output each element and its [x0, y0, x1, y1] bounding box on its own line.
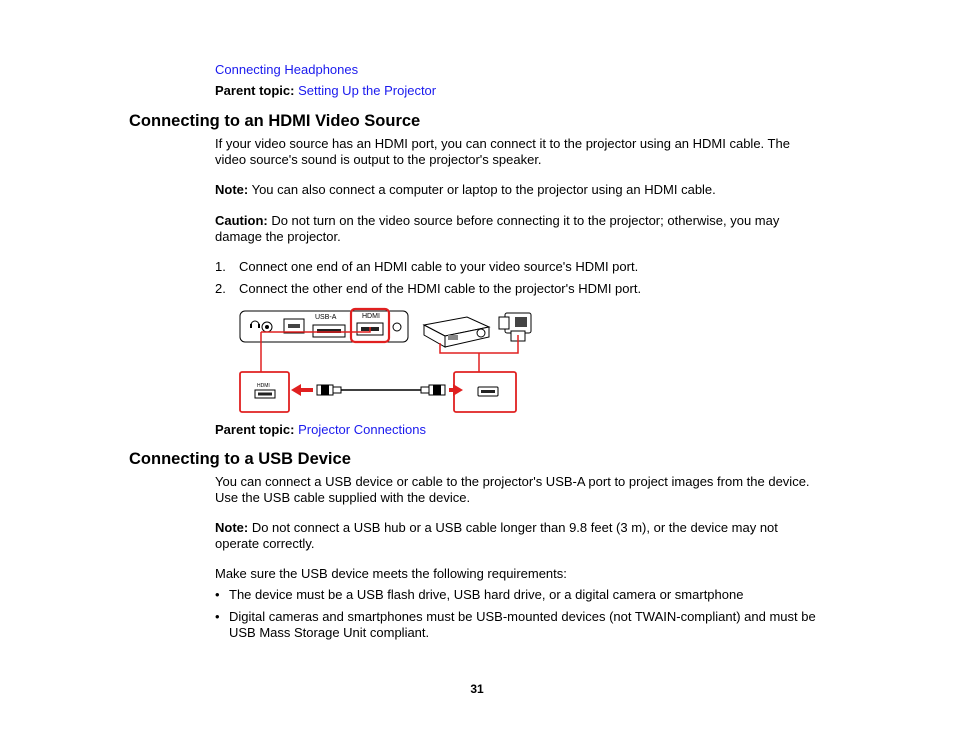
parent-topic-1	[215, 83, 436, 98]
caution-line2: damage the projector.	[215, 228, 341, 244]
step-1-text: Connect one end of an HDMI cable to your video source's HDMI port.	[239, 259, 639, 274]
section-heading-hdmi: Connecting to an HDMI Video Source	[129, 112, 421, 130]
camcorder-icon	[499, 313, 531, 341]
projector-connections-link[interactable]: Projector Connections	[298, 422, 426, 437]
requirements-intro: Make sure the USB device meets the following requirements:	[215, 566, 567, 581]
usb-intro-line2: Use the USB cable supplied with the device.	[215, 489, 471, 505]
usb-a-port-label: USB-A	[315, 314, 337, 321]
projector-port-panel	[240, 309, 408, 342]
usb-note-label: Note:	[215, 520, 249, 535]
usb-intro-line1: You can connect a USB device or cable to the projector's USB-A port to project images from the device.	[215, 474, 810, 489]
list-item	[215, 587, 835, 603]
hdmi-intro-line2: video source's sound is output to the projector's speaker.	[215, 151, 542, 167]
caution-line1: Do not turn on the video source before connecting it to the projector; otherwise, you may	[267, 213, 780, 228]
setting-up-projector-link[interactable]: Setting Up the Projector	[298, 83, 437, 98]
bullet-2-line2: USB Mass Storage Unit compliant.	[229, 624, 430, 640]
hdmi-cable-icon	[317, 385, 445, 395]
step-1-number: 1.	[215, 259, 226, 274]
section-heading-usb: Connecting to a USB Device	[129, 450, 351, 468]
bullet-1: •	[215, 587, 220, 602]
hdmi-note	[215, 182, 825, 198]
parent-topic-label-2: Parent topic:	[215, 422, 295, 437]
usb-note-line1: Do not connect a USB hub or a USB cable longer than 9.8 feet (3 m), or the device may not	[248, 520, 778, 535]
list-item	[215, 609, 835, 641]
hdmi-caution	[215, 213, 825, 244]
hdmi-intro-line1: If your video source has an HDMI port, you can connect it to the projector using an HDMI cable. The	[215, 136, 790, 151]
bullet-2: •	[215, 609, 220, 624]
arrow-left-icon	[291, 384, 313, 396]
step-2-number: 2.	[215, 281, 226, 296]
usb-note	[215, 520, 825, 551]
usb-intro	[215, 474, 835, 505]
step-1	[215, 259, 835, 275]
connecting-headphones-link[interactable]: Connecting Headphones	[215, 62, 359, 77]
callout-hdmi-label: HDMI	[257, 383, 270, 389]
page-number: 31	[470, 682, 484, 696]
parent-topic-label: Parent topic:	[215, 83, 295, 98]
parent-topic-2	[215, 422, 426, 437]
bullet-2-line1: Digital cameras and smartphones must be USB-mounted devices (not TWAIN-compliant) and must be	[229, 609, 816, 624]
caution-label: Caution:	[215, 213, 268, 228]
note-text: You can also connect a computer or laptop to the projector using an HDMI cable.	[248, 182, 716, 197]
usb-note-line2: operate correctly.	[215, 535, 315, 551]
projector-icon	[424, 317, 489, 347]
step-2	[215, 281, 835, 297]
hdmi-connection-figure	[237, 305, 537, 415]
bullet-1-text: The device must be a USB flash drive, USB hard drive, or a digital camera or smartphone	[229, 587, 744, 602]
hdmi-port-label: HDMI	[362, 313, 380, 320]
hdmi-intro	[215, 136, 825, 167]
step-2-text: Connect the other end of the HDMI cable to the projector's HDMI port.	[239, 281, 642, 296]
note-label: Note:	[215, 182, 249, 197]
